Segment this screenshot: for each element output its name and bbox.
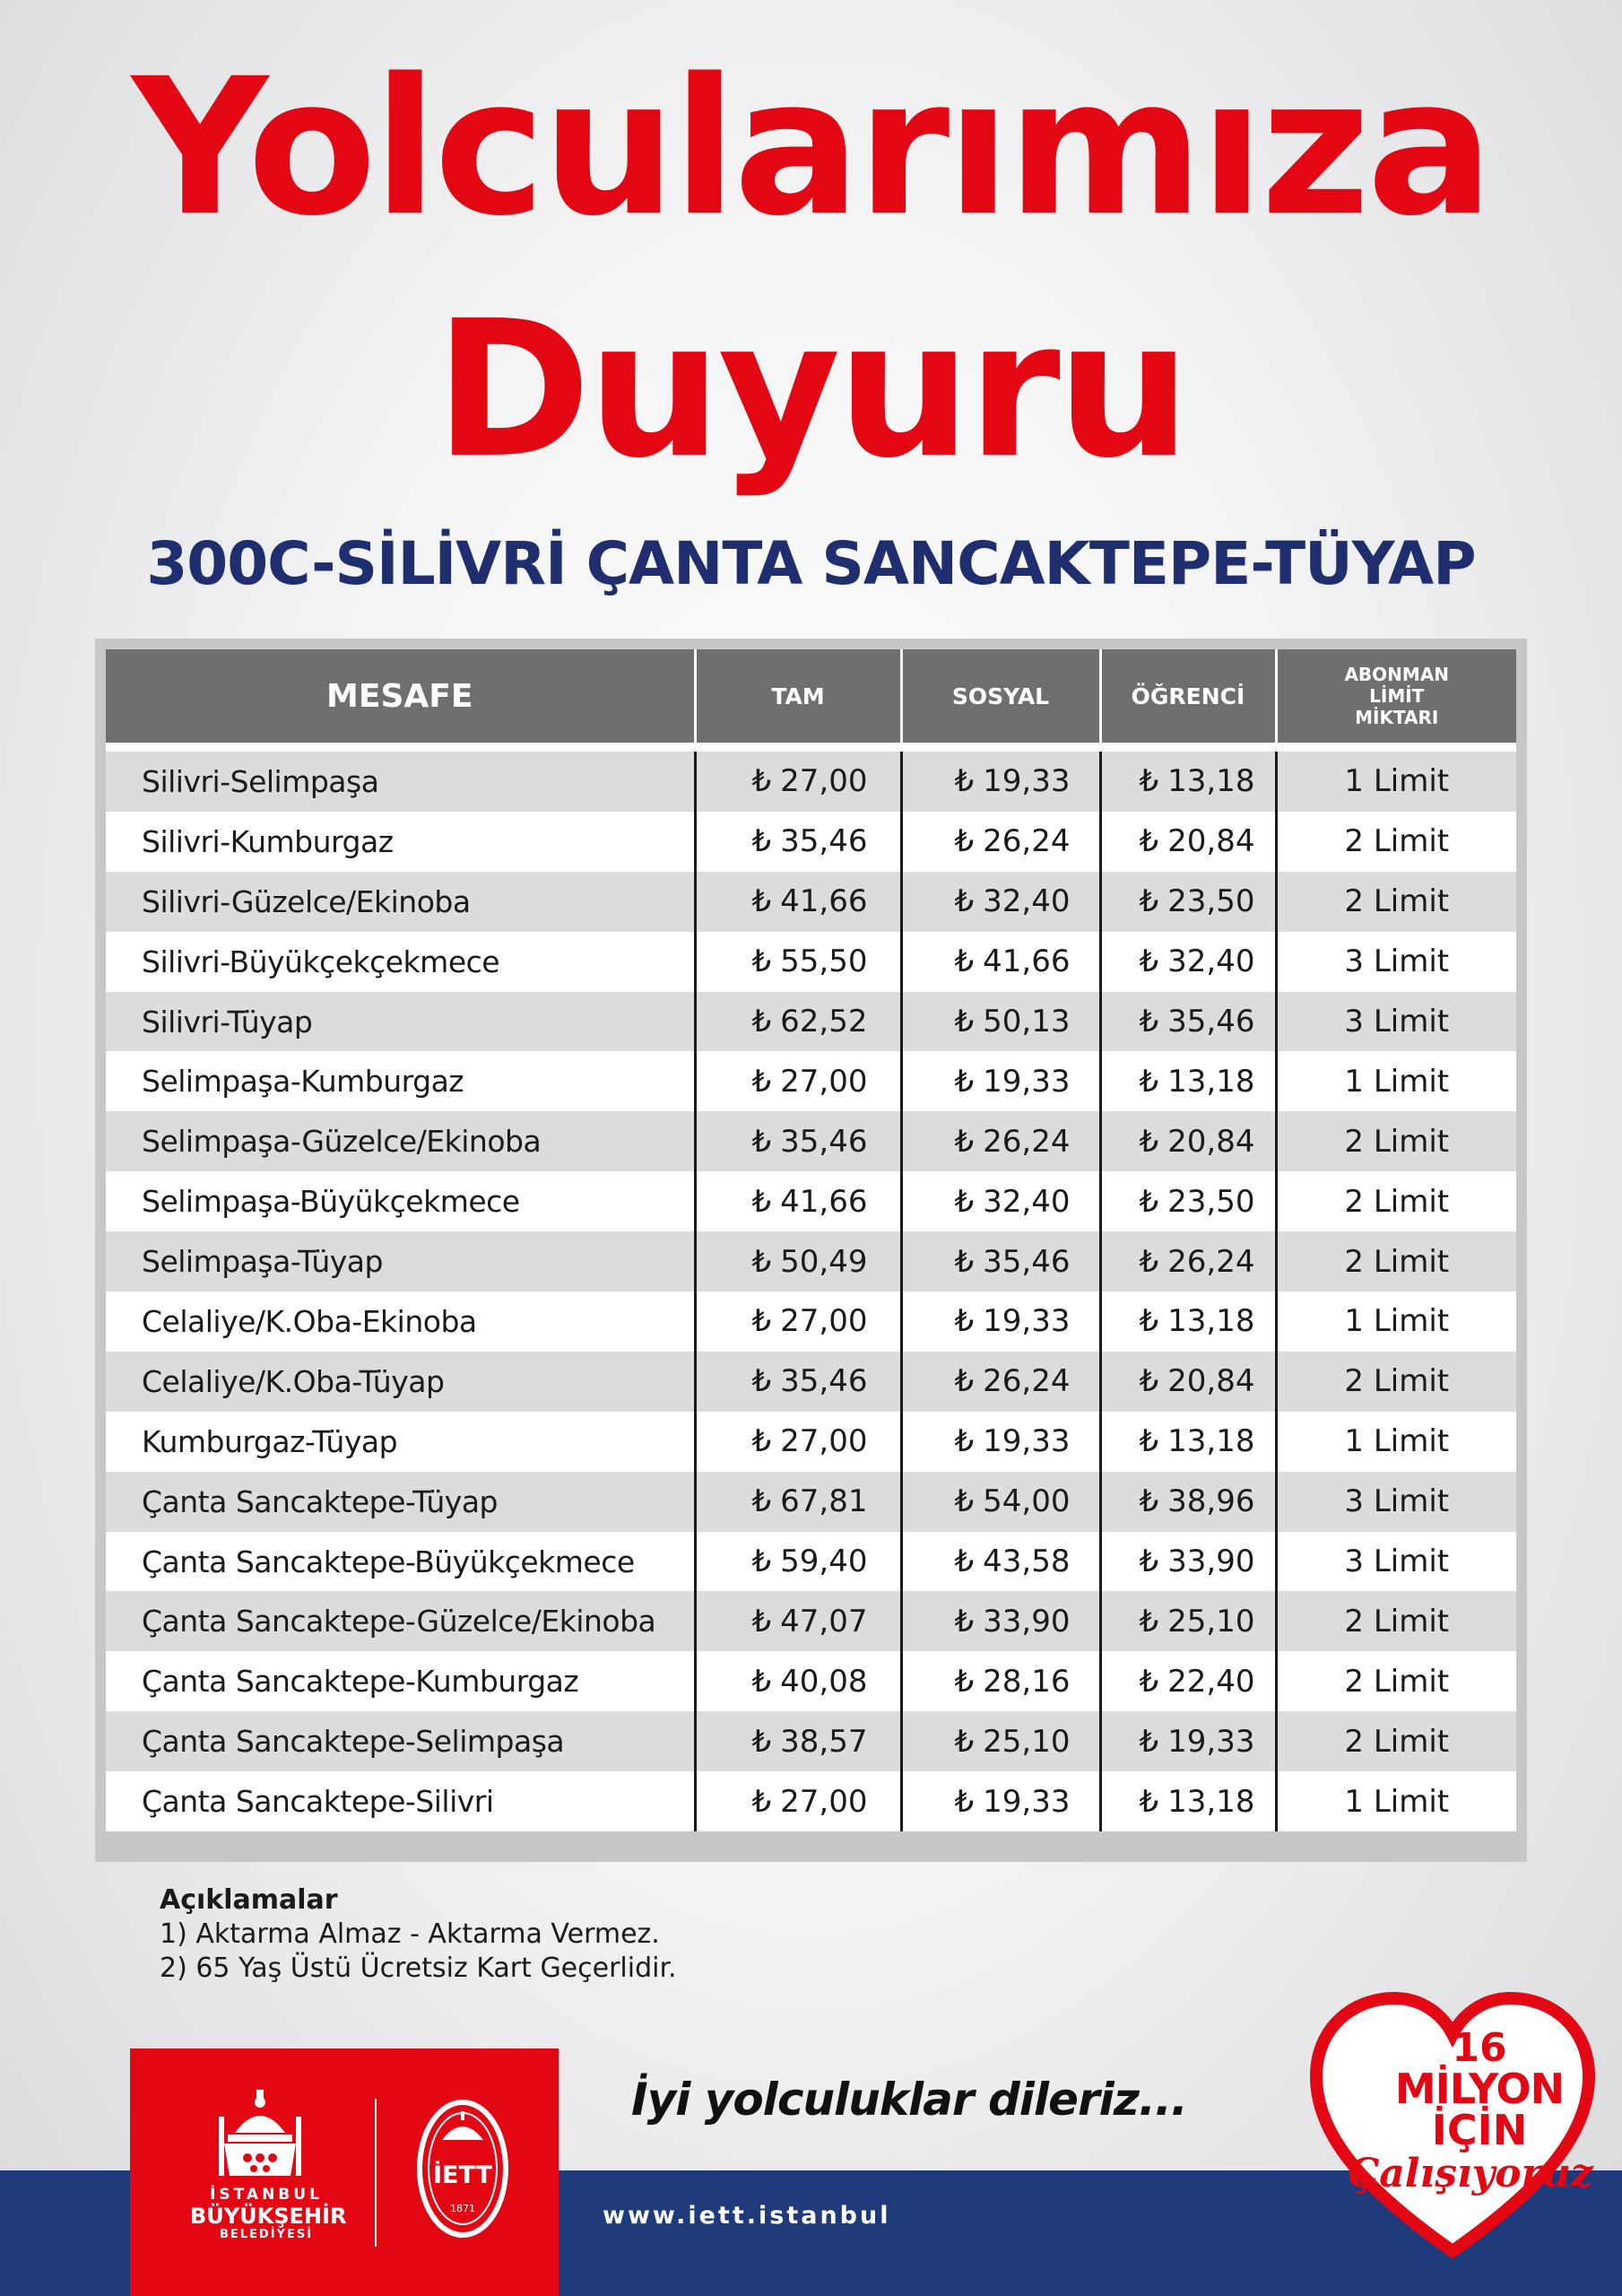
full-fare-cell-value: 41,66 <box>780 1183 868 1220</box>
social-fare-cell-value: 32,40 <box>983 883 1071 920</box>
social-fare-cell <box>901 872 1100 932</box>
route-cell <box>106 1292 695 1352</box>
limit-cell <box>1276 1532 1516 1592</box>
route-title: 300C-SİLİVRİ ÇANTA SANCAKTEPE-TÜYAP <box>146 529 1476 598</box>
lira-icon: ₺ <box>1139 1243 1159 1280</box>
lira-icon: ₺ <box>954 1663 975 1700</box>
social-fare-cell <box>901 1051 1100 1111</box>
ibb-mosque-logo-icon <box>215 2090 305 2184</box>
table-row <box>106 1771 1516 1831</box>
lira-icon: ₺ <box>751 1544 772 1580</box>
full-fare-cell-value: 27,00 <box>780 1423 868 1460</box>
lira-icon: ₺ <box>1139 1663 1159 1700</box>
student-fare-cell-value: 33,90 <box>1167 1544 1255 1580</box>
lira-icon: ₺ <box>751 1063 772 1100</box>
table-row <box>106 932 1516 992</box>
route-cell-value: Silivri-Selimpaşa <box>142 763 379 799</box>
limit-cell-value: 1 Limit <box>1344 1783 1450 1820</box>
full-fare-cell-value: 35,46 <box>780 823 868 860</box>
social-fare-cell-value: 19,33 <box>983 763 1071 800</box>
lira-icon: ₺ <box>1139 823 1159 860</box>
limit-cell-value: 3 Limit <box>1344 1544 1450 1580</box>
route-cell-value: Silivri-Kumburgaz <box>142 823 394 859</box>
student-fare-cell <box>1100 1472 1276 1532</box>
lira-icon: ₺ <box>751 1423 772 1460</box>
route-cell <box>106 932 695 992</box>
lira-icon: ₺ <box>954 883 975 920</box>
lira-icon: ₺ <box>954 1544 975 1580</box>
full-fare-cell <box>695 1292 901 1352</box>
full-fare-cell <box>695 1651 901 1711</box>
table-row <box>106 1591 1516 1651</box>
social-fare-cell-value: 19,33 <box>983 1063 1071 1100</box>
ibb-line1: İSTANBUL <box>210 2186 323 2204</box>
route-cell <box>106 812 695 872</box>
header-distance: MESAFE <box>106 649 695 747</box>
full-fare-cell-value: 27,00 <box>780 1063 868 1100</box>
lira-icon: ₺ <box>751 1723 772 1760</box>
lira-icon: ₺ <box>751 1603 772 1639</box>
full-fare-cell-value: 35,46 <box>780 1363 868 1400</box>
table-row <box>106 1231 1516 1292</box>
limit-cell <box>1276 747 1516 812</box>
student-fare-cell <box>1100 1591 1276 1651</box>
lira-icon: ₺ <box>751 823 772 860</box>
student-fare-cell-value: 13,18 <box>1167 1783 1255 1820</box>
lira-icon: ₺ <box>954 1123 975 1160</box>
full-fare-cell <box>695 747 901 812</box>
ibb-logo-text <box>190 2186 347 2242</box>
social-fare-cell-value: 43,58 <box>983 1544 1071 1580</box>
route-cell-value: Silivri-Güzelce/Ekinoba <box>142 883 471 919</box>
full-fare-cell <box>695 1591 901 1651</box>
social-fare-cell-value: 28,16 <box>983 1663 1071 1700</box>
social-fare-cell <box>901 1111 1100 1171</box>
route-cell <box>106 872 695 932</box>
heart-line3: İÇİN <box>1431 2106 1528 2154</box>
limit-cell-value: 2 Limit <box>1344 1663 1450 1700</box>
student-fare-cell <box>1100 1051 1276 1111</box>
social-fare-cell-value: 19,33 <box>983 1303 1071 1340</box>
full-fare-cell-value: 27,00 <box>780 1783 868 1820</box>
full-fare-cell <box>695 1771 901 1831</box>
student-fare-cell-value: 13,18 <box>1167 1303 1255 1340</box>
lira-icon: ₺ <box>954 1303 975 1340</box>
full-fare-cell <box>695 1231 901 1292</box>
lira-icon: ₺ <box>1139 763 1159 800</box>
limit-cell-value: 3 Limit <box>1344 1483 1450 1520</box>
route-cell <box>106 1111 695 1171</box>
lira-icon: ₺ <box>751 1303 772 1340</box>
social-fare-cell <box>901 1171 1100 1231</box>
route-cell-value: Selimpaşa-Büyükçekmece <box>142 1184 520 1220</box>
full-fare-cell-value: 40,08 <box>780 1663 868 1700</box>
lira-icon: ₺ <box>751 883 772 920</box>
table-row <box>106 872 1516 932</box>
lira-icon: ₺ <box>751 763 772 800</box>
social-fare-cell <box>901 1591 1100 1651</box>
student-fare-cell-value: 19,33 <box>1167 1723 1255 1760</box>
lira-icon: ₺ <box>1139 1303 1159 1340</box>
limit-cell <box>1276 1472 1516 1532</box>
social-fare-cell <box>901 1231 1100 1292</box>
full-fare-cell <box>695 1532 901 1592</box>
social-fare-cell <box>901 1412 1100 1472</box>
student-fare-cell <box>1100 1651 1276 1711</box>
lira-icon: ₺ <box>954 1243 975 1280</box>
student-fare-cell-value: 26,24 <box>1167 1243 1255 1280</box>
limit-cell-value: 1 Limit <box>1344 1303 1450 1340</box>
lira-icon: ₺ <box>1139 1423 1159 1460</box>
limit-cell <box>1276 1051 1516 1111</box>
limit-cell-value: 2 Limit <box>1344 823 1450 860</box>
note-item: 1) Aktarma Almaz - Aktarma Vermez. <box>160 1918 660 1950</box>
website-link[interactable]: www.iett.istanbul <box>603 2202 891 2230</box>
social-fare-cell <box>901 747 1100 812</box>
lira-icon: ₺ <box>954 1483 975 1520</box>
student-fare-cell-value: 38,96 <box>1167 1483 1255 1520</box>
table-row <box>106 1472 1516 1532</box>
route-cell-value: Çanta Sancaktepe-Tüyap <box>142 1483 499 1519</box>
lira-icon: ₺ <box>751 1363 772 1400</box>
social-fare-cell-value: 26,24 <box>983 823 1071 860</box>
social-fare-cell-value: 26,24 <box>983 1123 1071 1160</box>
limit-cell-value: 1 Limit <box>1344 1063 1450 1100</box>
limit-cell <box>1276 932 1516 992</box>
social-fare-cell-value: 50,13 <box>983 1004 1071 1039</box>
limit-cell <box>1276 1111 1516 1171</box>
limit-cell-value: 2 Limit <box>1344 1123 1450 1160</box>
lira-icon: ₺ <box>954 1004 975 1039</box>
route-cell-value: Kumburgaz-Tüyap <box>142 1423 398 1459</box>
full-fare-cell <box>695 1171 901 1231</box>
social-fare-cell <box>901 992 1100 1052</box>
heart-line4: Çalışıyoruz <box>1348 2151 1593 2196</box>
student-fare-cell-value: 20,84 <box>1167 1363 1255 1400</box>
route-cell <box>106 992 695 1052</box>
lira-icon: ₺ <box>1139 1063 1159 1100</box>
limit-cell-value: 2 Limit <box>1344 1723 1450 1760</box>
limit-cell-value: 3 Limit <box>1344 944 1450 980</box>
limit-cell <box>1276 872 1516 932</box>
route-cell <box>106 1532 695 1592</box>
route-cell-value: Çanta Sancaktepe-Silivri <box>142 1784 494 1820</box>
full-fare-cell-value: 41,66 <box>780 883 868 920</box>
lira-icon: ₺ <box>1139 1483 1159 1520</box>
student-fare-cell-value: 13,18 <box>1167 1423 1255 1460</box>
student-fare-cell <box>1100 812 1276 872</box>
notes-block <box>160 1883 677 1986</box>
student-fare-cell <box>1100 932 1276 992</box>
iett-logo-text: İETT <box>433 2161 492 2189</box>
student-fare-cell <box>1100 872 1276 932</box>
iett-logo-icon <box>415 2097 510 2240</box>
limit-cell <box>1276 1651 1516 1711</box>
lira-icon: ₺ <box>1139 1603 1159 1639</box>
ibb-line3: BELEDİYESİ <box>219 2228 314 2242</box>
route-cell <box>106 1352 695 1412</box>
route-cell <box>106 1771 695 1831</box>
route-cell <box>106 1472 695 1532</box>
lira-icon: ₺ <box>954 763 975 800</box>
social-fare-cell-value: 33,90 <box>983 1603 1071 1639</box>
header-social: SOSYAL <box>901 649 1100 747</box>
limit-cell-value: 2 Limit <box>1344 1603 1450 1639</box>
limit-cell <box>1276 1352 1516 1412</box>
limit-cell-value: 3 Limit <box>1344 1004 1450 1039</box>
route-cell <box>106 1171 695 1231</box>
social-fare-cell-value: 25,10 <box>983 1723 1071 1760</box>
lira-icon: ₺ <box>751 1123 772 1160</box>
full-fare-cell <box>695 1051 901 1111</box>
table-row <box>106 1711 1516 1771</box>
lira-icon: ₺ <box>954 1783 975 1820</box>
table-row <box>106 992 1516 1052</box>
full-fare-cell-value: 47,07 <box>780 1603 868 1639</box>
social-fare-cell-value: 54,00 <box>983 1483 1071 1520</box>
lira-icon: ₺ <box>1139 883 1159 920</box>
lira-icon: ₺ <box>751 1004 772 1039</box>
lira-icon: ₺ <box>954 1183 975 1220</box>
headline-line2: Duyuru <box>434 280 1188 500</box>
student-fare-cell <box>1100 1292 1276 1352</box>
limit-cell <box>1276 992 1516 1052</box>
route-cell-value: Celaliye/K.Oba-Tüyap <box>142 1363 445 1399</box>
heart-badge-text <box>1345 2025 1614 2198</box>
header-limit-line3: MİKTARI <box>1355 707 1439 728</box>
limit-cell <box>1276 1412 1516 1472</box>
route-cell <box>106 1651 695 1711</box>
full-fare-cell-value: 59,40 <box>780 1544 868 1580</box>
lira-icon: ₺ <box>1139 1723 1159 1760</box>
limit-cell <box>1276 812 1516 872</box>
student-fare-cell-value: 32,40 <box>1167 944 1255 980</box>
full-fare-cell-value: 35,46 <box>780 1123 868 1160</box>
heart-line2: MİLYON <box>1394 2065 1565 2113</box>
social-fare-cell <box>901 1352 1100 1412</box>
full-fare-cell-value: 55,50 <box>780 944 868 980</box>
header-limit-line2: LİMİT <box>1369 685 1425 707</box>
limit-cell <box>1276 1292 1516 1352</box>
route-cell-value: Selimpaşa-Kumburgaz <box>142 1064 464 1100</box>
student-fare-cell-value: 13,18 <box>1167 1063 1255 1100</box>
full-fare-cell-value: 27,00 <box>780 1303 868 1340</box>
full-fare-cell <box>695 872 901 932</box>
route-cell <box>106 1591 695 1651</box>
student-fare-cell <box>1100 747 1276 812</box>
student-fare-cell <box>1100 1771 1276 1831</box>
social-fare-cell-value: 26,24 <box>983 1363 1071 1400</box>
route-cell-value: Silivri-Büyükçekçekmece <box>142 944 500 979</box>
social-fare-cell <box>901 1292 1100 1352</box>
table-row <box>106 1352 1516 1412</box>
student-fare-cell-value: 20,84 <box>1167 1123 1255 1160</box>
fare-table <box>106 649 1516 1831</box>
heart-number: 16 <box>1452 2025 1507 2071</box>
student-fare-cell <box>1100 1352 1276 1412</box>
student-fare-cell-value: 13,18 <box>1167 763 1255 800</box>
full-fare-cell-value: 67,81 <box>780 1483 868 1520</box>
route-cell-value: Çanta Sancaktepe-Kumburgaz <box>142 1664 579 1700</box>
social-fare-cell <box>901 932 1100 992</box>
social-fare-cell <box>901 1711 1100 1771</box>
social-fare-cell <box>901 1771 1100 1831</box>
table-row <box>106 1292 1516 1352</box>
full-fare-cell <box>695 992 901 1052</box>
student-fare-cell-value: 25,10 <box>1167 1603 1255 1639</box>
limit-cell-value: 2 Limit <box>1344 883 1450 920</box>
note-item: 2) 65 Yaş Üstü Ücretsiz Kart Geçerlidir. <box>160 1952 677 1984</box>
full-fare-cell <box>695 1412 901 1472</box>
limit-cell <box>1276 1711 1516 1771</box>
lira-icon: ₺ <box>1139 944 1159 980</box>
header-limit-line1: ABONMAN <box>1344 664 1450 685</box>
limit-cell <box>1276 1591 1516 1651</box>
route-cell <box>106 1711 695 1771</box>
lira-icon: ₺ <box>1139 1363 1159 1400</box>
table-row <box>106 1651 1516 1711</box>
table-row <box>106 1412 1516 1472</box>
limit-cell-value: 1 Limit <box>1344 763 1450 800</box>
headline-line1: Yolcularımıza <box>131 38 1490 257</box>
table-row <box>106 1171 1516 1231</box>
social-fare-cell-value: 32,40 <box>983 1183 1071 1220</box>
student-fare-cell <box>1100 1171 1276 1231</box>
full-fare-cell <box>695 1352 901 1412</box>
student-fare-cell-value: 35,46 <box>1167 1004 1255 1039</box>
table-header-row <box>106 649 1516 747</box>
lira-icon: ₺ <box>751 1183 772 1220</box>
social-fare-cell-value: 41,66 <box>983 944 1071 980</box>
logo-divider <box>375 2099 377 2247</box>
route-cell-value: Silivri-Tüyap <box>142 1004 313 1039</box>
table-row <box>106 1532 1516 1592</box>
lira-icon: ₺ <box>751 1243 772 1280</box>
table-row <box>106 1111 1516 1171</box>
route-cell <box>106 747 695 812</box>
route-cell <box>106 1051 695 1111</box>
limit-cell-value: 2 Limit <box>1344 1183 1450 1220</box>
student-fare-cell <box>1100 1231 1276 1292</box>
route-cell-value: Selimpaşa-Güzelce/Ekinoba <box>142 1124 542 1160</box>
lira-icon: ₺ <box>1139 1183 1159 1220</box>
social-fare-cell <box>901 1651 1100 1711</box>
lira-icon: ₺ <box>751 1483 772 1520</box>
table-row <box>106 747 1516 812</box>
student-fare-cell-value: 23,50 <box>1167 1183 1255 1220</box>
header-student: ÖĞRENCİ <box>1100 649 1276 747</box>
student-fare-cell-value: 22,40 <box>1167 1663 1255 1700</box>
social-fare-cell-value: 19,33 <box>983 1783 1071 1820</box>
route-cell-value: Celaliye/K.Oba-Ekinoba <box>142 1303 477 1339</box>
full-fare-cell <box>695 1711 901 1771</box>
social-fare-cell-value: 19,33 <box>983 1423 1071 1460</box>
notes-title: Açıklamalar <box>160 1884 338 1916</box>
lira-icon: ₺ <box>1139 1004 1159 1039</box>
lira-icon: ₺ <box>954 944 975 980</box>
table-row <box>106 812 1516 872</box>
limit-cell <box>1276 1171 1516 1231</box>
lira-icon: ₺ <box>751 944 772 980</box>
header-limit <box>1276 649 1516 747</box>
route-cell <box>106 1412 695 1472</box>
header-full: TAM <box>695 649 901 747</box>
lira-icon: ₺ <box>954 1423 975 1460</box>
limit-cell-value: 2 Limit <box>1344 1363 1450 1400</box>
iett-year: 1871 <box>450 2203 475 2214</box>
social-fare-cell <box>901 812 1100 872</box>
limit-cell-value: 1 Limit <box>1344 1423 1450 1460</box>
student-fare-cell-value: 20,84 <box>1167 823 1255 860</box>
limit-cell-value: 2 Limit <box>1344 1243 1450 1280</box>
student-fare-cell-value: 23,50 <box>1167 883 1255 920</box>
student-fare-cell <box>1100 1532 1276 1592</box>
social-fare-cell-value: 35,46 <box>983 1243 1071 1280</box>
full-fare-cell-value: 62,52 <box>780 1004 868 1039</box>
full-fare-cell <box>695 1111 901 1171</box>
lira-icon: ₺ <box>954 1603 975 1639</box>
table-row <box>106 1051 1516 1111</box>
lira-icon: ₺ <box>1139 1123 1159 1160</box>
full-fare-cell <box>695 1472 901 1532</box>
full-fare-cell-value: 50,49 <box>780 1243 868 1280</box>
ibb-line2: BÜYÜKŞEHİR <box>190 2203 347 2229</box>
student-fare-cell <box>1100 992 1276 1052</box>
route-cell-value: Çanta Sancaktepe-Selimpaşa <box>142 1724 565 1760</box>
social-fare-cell <box>901 1472 1100 1532</box>
social-fare-cell <box>901 1532 1100 1592</box>
lira-icon: ₺ <box>954 1363 975 1400</box>
limit-cell <box>1276 1231 1516 1292</box>
lira-icon: ₺ <box>751 1663 772 1700</box>
full-fare-cell-value: 38,57 <box>780 1723 868 1760</box>
route-cell-value: Çanta Sancaktepe-Güzelce/Ekinoba <box>142 1604 656 1639</box>
farewell-message: İyi yolculuklar dileriz... <box>631 2074 1187 2126</box>
lira-icon: ₺ <box>1139 1783 1159 1820</box>
student-fare-cell <box>1100 1412 1276 1472</box>
route-cell <box>106 1231 695 1292</box>
lira-icon: ₺ <box>954 1723 975 1760</box>
student-fare-cell <box>1100 1111 1276 1171</box>
lira-icon: ₺ <box>954 823 975 860</box>
lira-icon: ₺ <box>751 1783 772 1820</box>
limit-cell <box>1276 1771 1516 1831</box>
lira-icon: ₺ <box>954 1063 975 1100</box>
student-fare-cell <box>1100 1711 1276 1771</box>
lira-icon: ₺ <box>1139 1544 1159 1580</box>
full-fare-cell-value: 27,00 <box>780 763 868 800</box>
full-fare-cell <box>695 812 901 872</box>
route-cell-value: Çanta Sancaktepe-Büyükçekmece <box>142 1544 635 1579</box>
full-fare-cell <box>695 932 901 992</box>
route-cell-value: Selimpaşa-Tüyap <box>142 1244 383 1280</box>
